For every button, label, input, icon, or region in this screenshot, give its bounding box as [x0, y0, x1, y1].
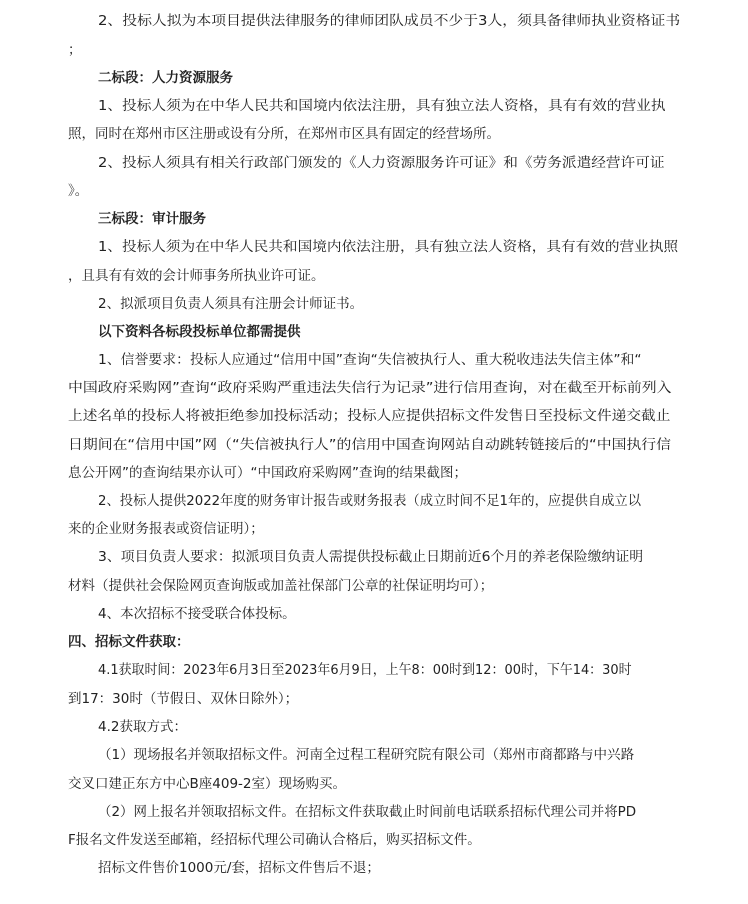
paragraph-line: （1）现场报名并领取招标文件。河南全过程工程研究院有限公司（郑州市商都路与中兴路 [98, 747, 635, 763]
paragraph-line: 3、项目负责人要求：拟派项目负责人需提供投标截止日期前近6个月的养老保险缴纳证明 [98, 549, 644, 565]
paragraph-line: 4.2获取方式： [98, 719, 187, 735]
paragraph-line: 1、投标人须为在中华人民共和国境内依法注册，具有独立法人资格，具有有效的营业执 [98, 98, 666, 114]
section-heading: 四、招标文件获取： [68, 634, 190, 650]
paragraph-line: 1、投标人须为在中华人民共和国境内依法注册，具有独立法人资格，具有有效的营业执照 [98, 239, 679, 255]
paragraph-line: 1、信誉要求：投标人应通过“信用中国”查询“失信被执行人、重大税收违法失信主体”和“ [98, 352, 642, 368]
paragraph-line: 》。 [68, 183, 89, 199]
paragraph-line: 2、投标人拟为本项目提供法律服务的律师团队成员不少于3人，须具备律师执业资格证书 [98, 13, 681, 29]
paragraph-line: 2、拟派项目负责人须具有注册会计师证书。 [98, 296, 364, 312]
paragraph-line: 来的企业财务报表或资信证明）； [68, 521, 264, 537]
paragraph-line: 4、本次招标不接受联合体投标。 [98, 606, 296, 622]
paragraph-line: （2）网上报名并领取招标文件。在招标文件获取截止时间前电话联系招标代理公司并将PD [98, 804, 637, 820]
paragraph-line: 招标文件售价1000元/套，招标文件售后不退； [98, 860, 380, 876]
paragraph-line: 2、投标人须具有相关行政部门颁发的《人力资源服务许可证》和《劳务派遣经营许可证 [98, 155, 665, 171]
paragraph-line: F报名文件发送至邮箱，经招标代理公司确认合格后，购买招标文件。 [68, 832, 481, 848]
paragraph-line: ，且具有有效的会计师事务所执业许可证。 [68, 268, 325, 284]
paragraph-line: 交叉口建正东方中心B座409-2室）现场购买。 [68, 776, 346, 792]
paragraph-line: 日期间在“信用中国”网（“失信被执行人”的信用中国查询网站自动跳转链接后的“中国执行信 [68, 437, 671, 453]
paragraph-line: 息公开网”的查询结果亦认可）“中国政府采购网”查询的结果截图； [68, 465, 467, 481]
paragraph-line: 4.1获取时间：2023年6月3日至2023年6月9日，上午8：00时到12：00时，下午14：30时 [98, 662, 632, 678]
paragraph-line: 材料（提供社会保险网页查询版或加盖社保部门公章的社保证明均可）； [68, 578, 494, 594]
paragraph-line: 上述名单的投标人将被拒绝参加投标活动；投标人应提供招标文件发售日至投标文件递交截止 [68, 408, 671, 424]
section-heading: 三标段：审计服务 [98, 211, 206, 227]
paragraph-line: 到17：30时（节假日、双休日除外）； [68, 691, 299, 707]
paragraph-line: 2、投标人提供2022年度的财务审计报告或财务报表（成立时间不足1年的，应提供自成立以 [98, 493, 642, 509]
paragraph-line: 照，同时在郑州市区注册或设有分所，在郑州市区具有固定的经营场所。 [68, 126, 500, 142]
section-heading: 二标段：人力资源服务 [98, 70, 233, 86]
section-heading: 以下资料各标段投标单位都需提供 [98, 324, 301, 340]
paragraph-line: 中国政府采购网”查询“政府采购严重违法失信行为记录”进行信用查询，对在截至开标前列入 [68, 380, 672, 396]
paragraph-line: ； [68, 42, 82, 58]
